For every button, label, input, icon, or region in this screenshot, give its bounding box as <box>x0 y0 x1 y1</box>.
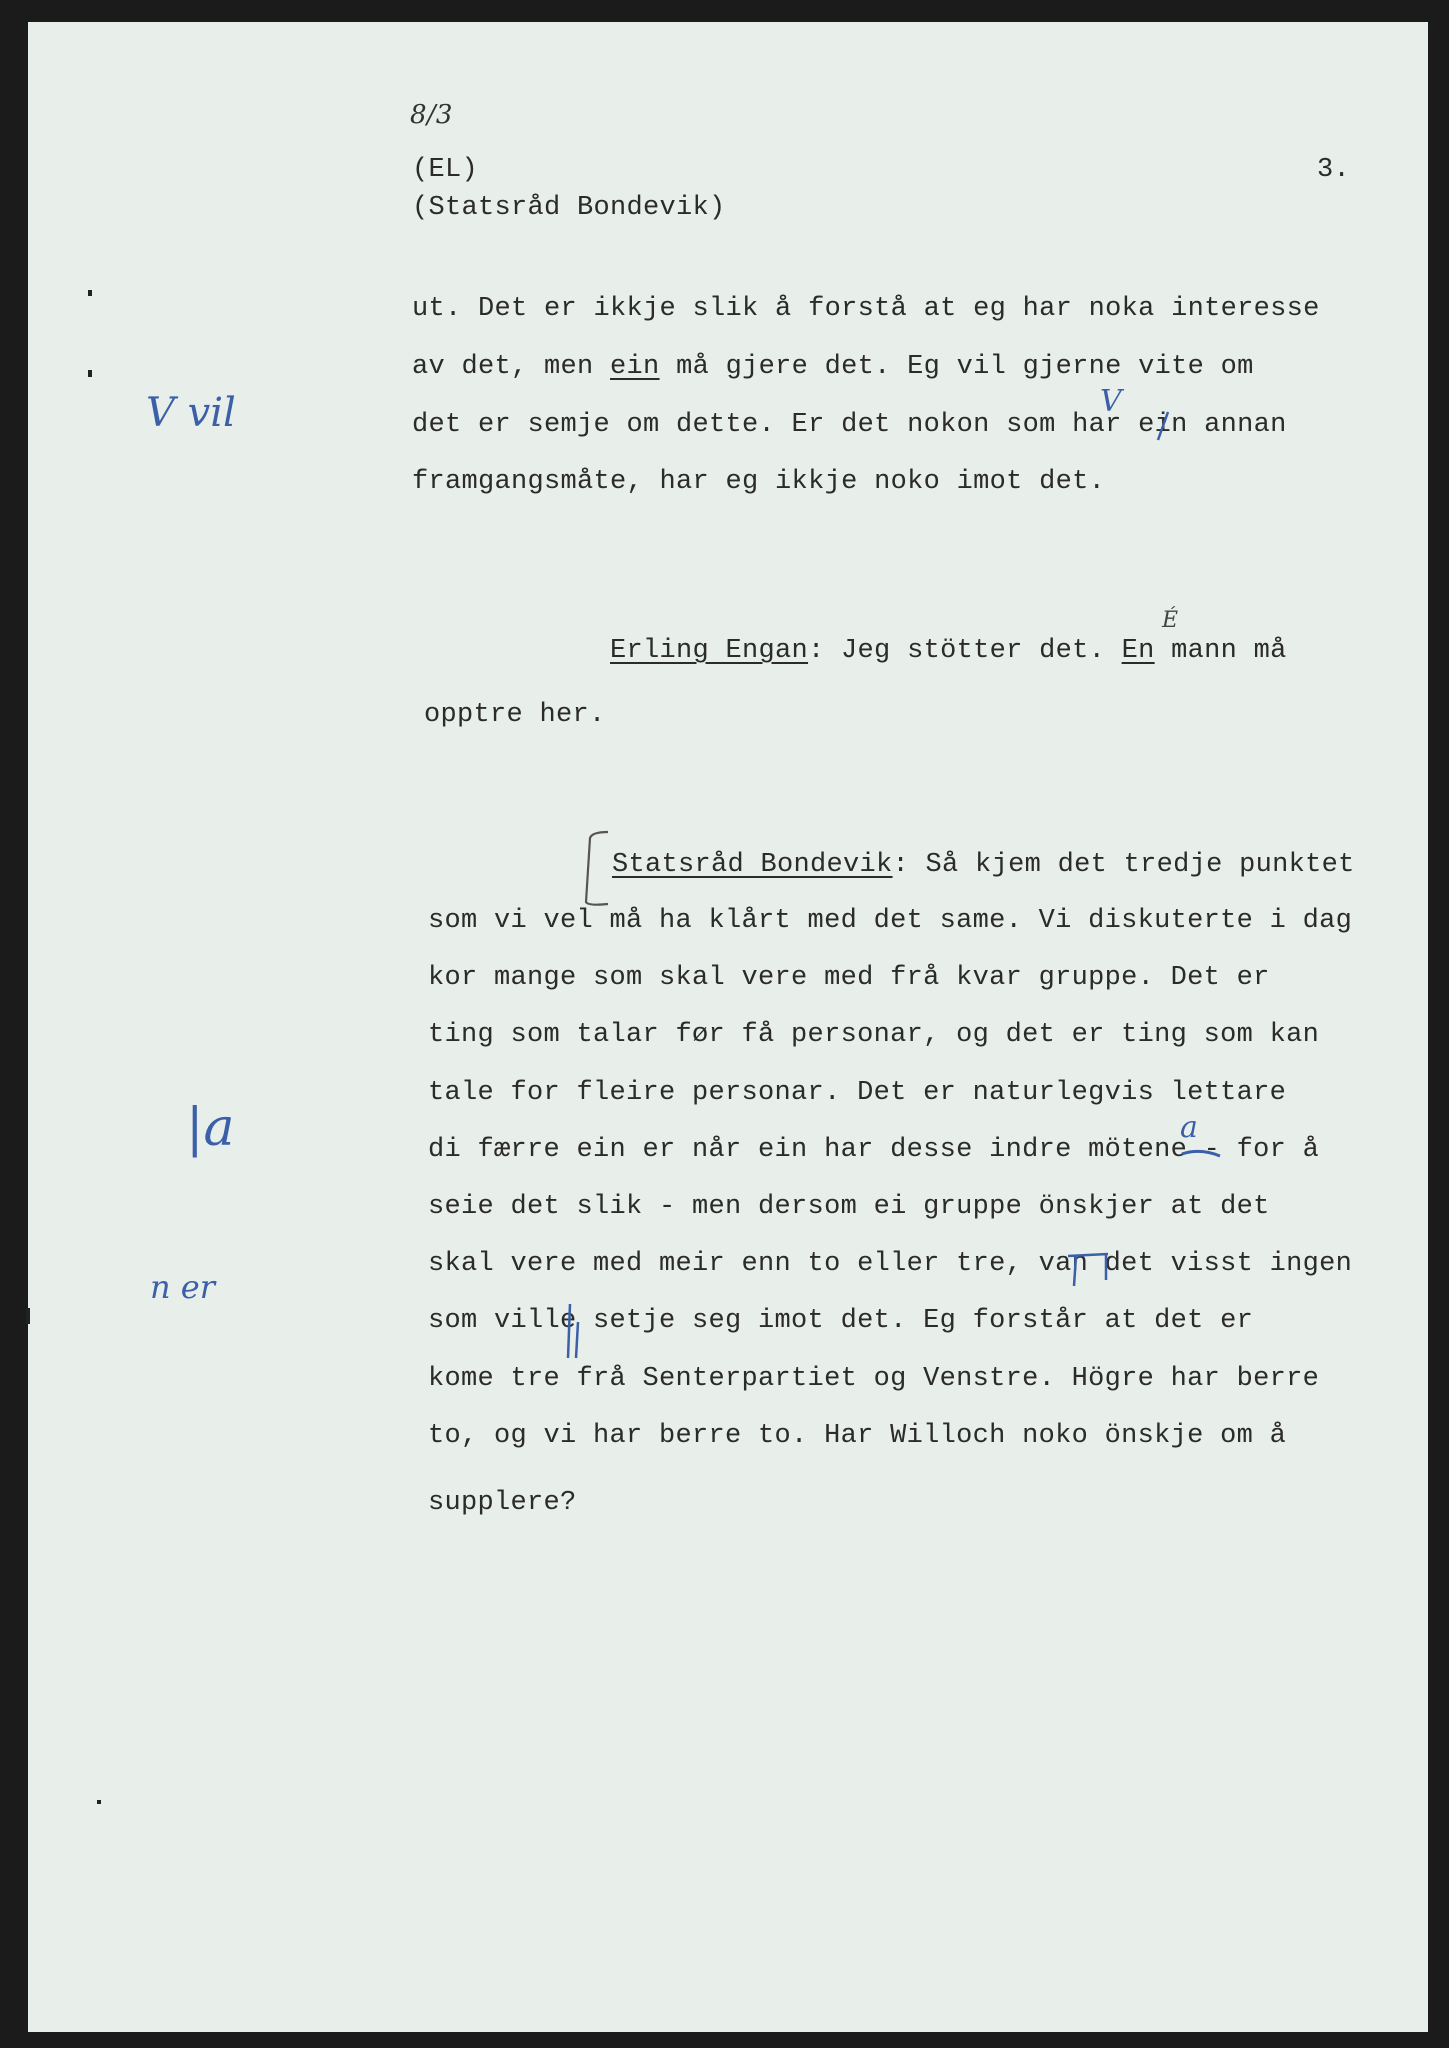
p3-line-4: ting som talar før få personar, og det er ting som kan <box>428 1020 1320 1050</box>
accent-mark-en: É <box>1162 608 1179 633</box>
correction-van <box>1064 1250 1114 1290</box>
p3-line-6: di færre ein er når ein har desse indre mötene - for å <box>428 1135 1320 1165</box>
margin-note-a: |a <box>186 1098 235 1158</box>
p1-line-3: det er semje om dette. Er det nokon som har ein annan <box>412 410 1287 440</box>
p3-line-3: kor mange som skal vere med frå kvar gruppe. Det er <box>428 963 1270 993</box>
strike-mote-ending <box>1180 1142 1222 1166</box>
margin-tick-2 <box>88 370 92 377</box>
p3-line-8: skal vere med meir enn to eller tre, van det visst ingen <box>428 1249 1353 1279</box>
p3-line-7: seie det slik - men dersom ei gruppe önskjer at det <box>428 1192 1270 1222</box>
p3-line-12: supplere? <box>428 1488 577 1518</box>
p3-line-10: kome tre frå Senterpartiet og Venstre. Högre har berre <box>428 1364 1320 1394</box>
underlined-en: En <box>1121 636 1155 666</box>
margin-note-v-vil: V vil <box>146 390 236 436</box>
margin-note-n-er: n er <box>150 1268 216 1306</box>
strike-har <box>1140 408 1180 444</box>
margin-tick-3 <box>97 1800 101 1804</box>
page-number: 3. <box>1317 155 1351 185</box>
insertion-mark-a: a <box>1180 1110 1198 1145</box>
p1-line-2 <box>412 352 1254 382</box>
margin-tick-4 <box>26 1308 30 1324</box>
p3-line-1 <box>612 850 1355 880</box>
p1-line-2-end: må gjere det. Eg vil gjerne vite om <box>659 352 1254 382</box>
margin-tick-1 <box>88 290 92 296</box>
p3-line-2: som vi vel må ha klårt med det same. Vi diskuterte i dag <box>428 906 1353 936</box>
insertion-mark-v: V <box>1100 384 1122 419</box>
p2-line-1 <box>610 636 1287 666</box>
p1-line-4: framgangsmåte, har eg ikkje noko imot det. <box>412 467 1106 497</box>
p1-line-2-start: av det, men <box>412 352 611 382</box>
bracket-mark <box>578 828 618 908</box>
underlined-ein: ein <box>610 352 660 382</box>
date-note: 8/3 <box>410 100 453 130</box>
p3-line-9: som ville setje seg imot det. Eg forstår at det er <box>428 1306 1254 1336</box>
correction-ville <box>556 1302 586 1362</box>
p2-line-1-end: mann må <box>1154 636 1287 666</box>
p3-line-11: to, og vi har berre to. Har Willoch noko önskje om å <box>428 1421 1287 1451</box>
p2-line-1-text: : Jeg stötter det. <box>808 636 1122 666</box>
document-tag: (EL) <box>412 155 479 185</box>
speaker-erling-engan: Erling Engan <box>610 636 809 666</box>
p2-line-2: opptre her. <box>424 700 606 730</box>
speaker-header: (Statsråd Bondevik) <box>412 193 726 223</box>
speaker-statsrad-bondevik: Statsråd Bondevik <box>612 850 893 880</box>
p3-line-1-text: : Så kjem det tredje punktet <box>892 850 1355 880</box>
p3-line-5: tale for fleire personar. Det er naturlegvis lettare <box>428 1078 1287 1108</box>
p1-line-1: ut. Det er ikkje slik å forstå at eg har noka interesse <box>412 294 1320 324</box>
